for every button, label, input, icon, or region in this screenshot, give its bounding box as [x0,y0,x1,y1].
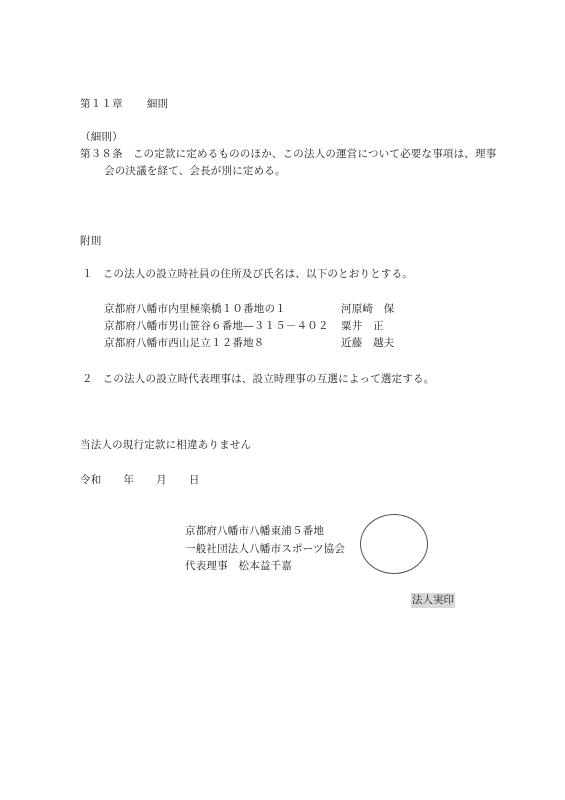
chapter-number: 第１１章 [80,98,123,110]
supplementary-heading: 附則 [80,235,102,247]
seal-circle [360,514,428,574]
item-number: １ [82,268,93,280]
supplementary-item-2 [82,372,434,386]
article-38 [80,147,496,161]
date-month: 月 [156,474,167,486]
founder-name: 粟井 正 [341,320,384,332]
item-text: この法人の設立時代表理事は、設立時理事の互選によって選定する。 [102,373,435,385]
supplementary-item-1 [82,267,413,281]
date-era: 令和 [80,474,102,486]
article-text-line2: 会の決議を経て、会長が別に定める。 [104,165,286,177]
org-name: 一般社団法人八幡市スポーツ協会 [185,543,346,555]
article-number: 第３８条 [80,148,123,160]
certification-date [80,473,200,487]
item-number: ２ [82,373,93,385]
certification-statement: 当法人の現行定款に相違ありません [80,439,252,451]
chapter-title: 細則 [146,98,169,110]
representative-name: 代表理事 松本益千嘉 [185,560,292,572]
founder-address: 京都府八幡市西山足立１２番地８ [104,337,265,349]
date-day: 日 [188,474,200,486]
item-text: この法人の設立時社員の住所及び氏名は、以下のとおりとする。 [102,268,414,280]
article-text-line1: この定款に定めるもののほか、この法人の運営について必要な事項は、理事 [132,148,497,160]
date-year: 年 [123,474,135,486]
article-caption: （細則） [80,131,123,143]
seal-label: 法人実印 [412,594,454,606]
founder-address: 京都府八幡市男山笹谷６番地―３１５－４０２ [104,320,329,332]
founder-name: 近藤 越夫 [341,337,395,349]
chapter-heading [80,97,168,111]
founder-address: 京都府八幡市内里極楽橋１０番地の１ [104,303,286,315]
org-address: 京都府八幡市八幡東浦５番地 [185,525,325,537]
founder-name: 河原崎 保 [341,303,395,315]
